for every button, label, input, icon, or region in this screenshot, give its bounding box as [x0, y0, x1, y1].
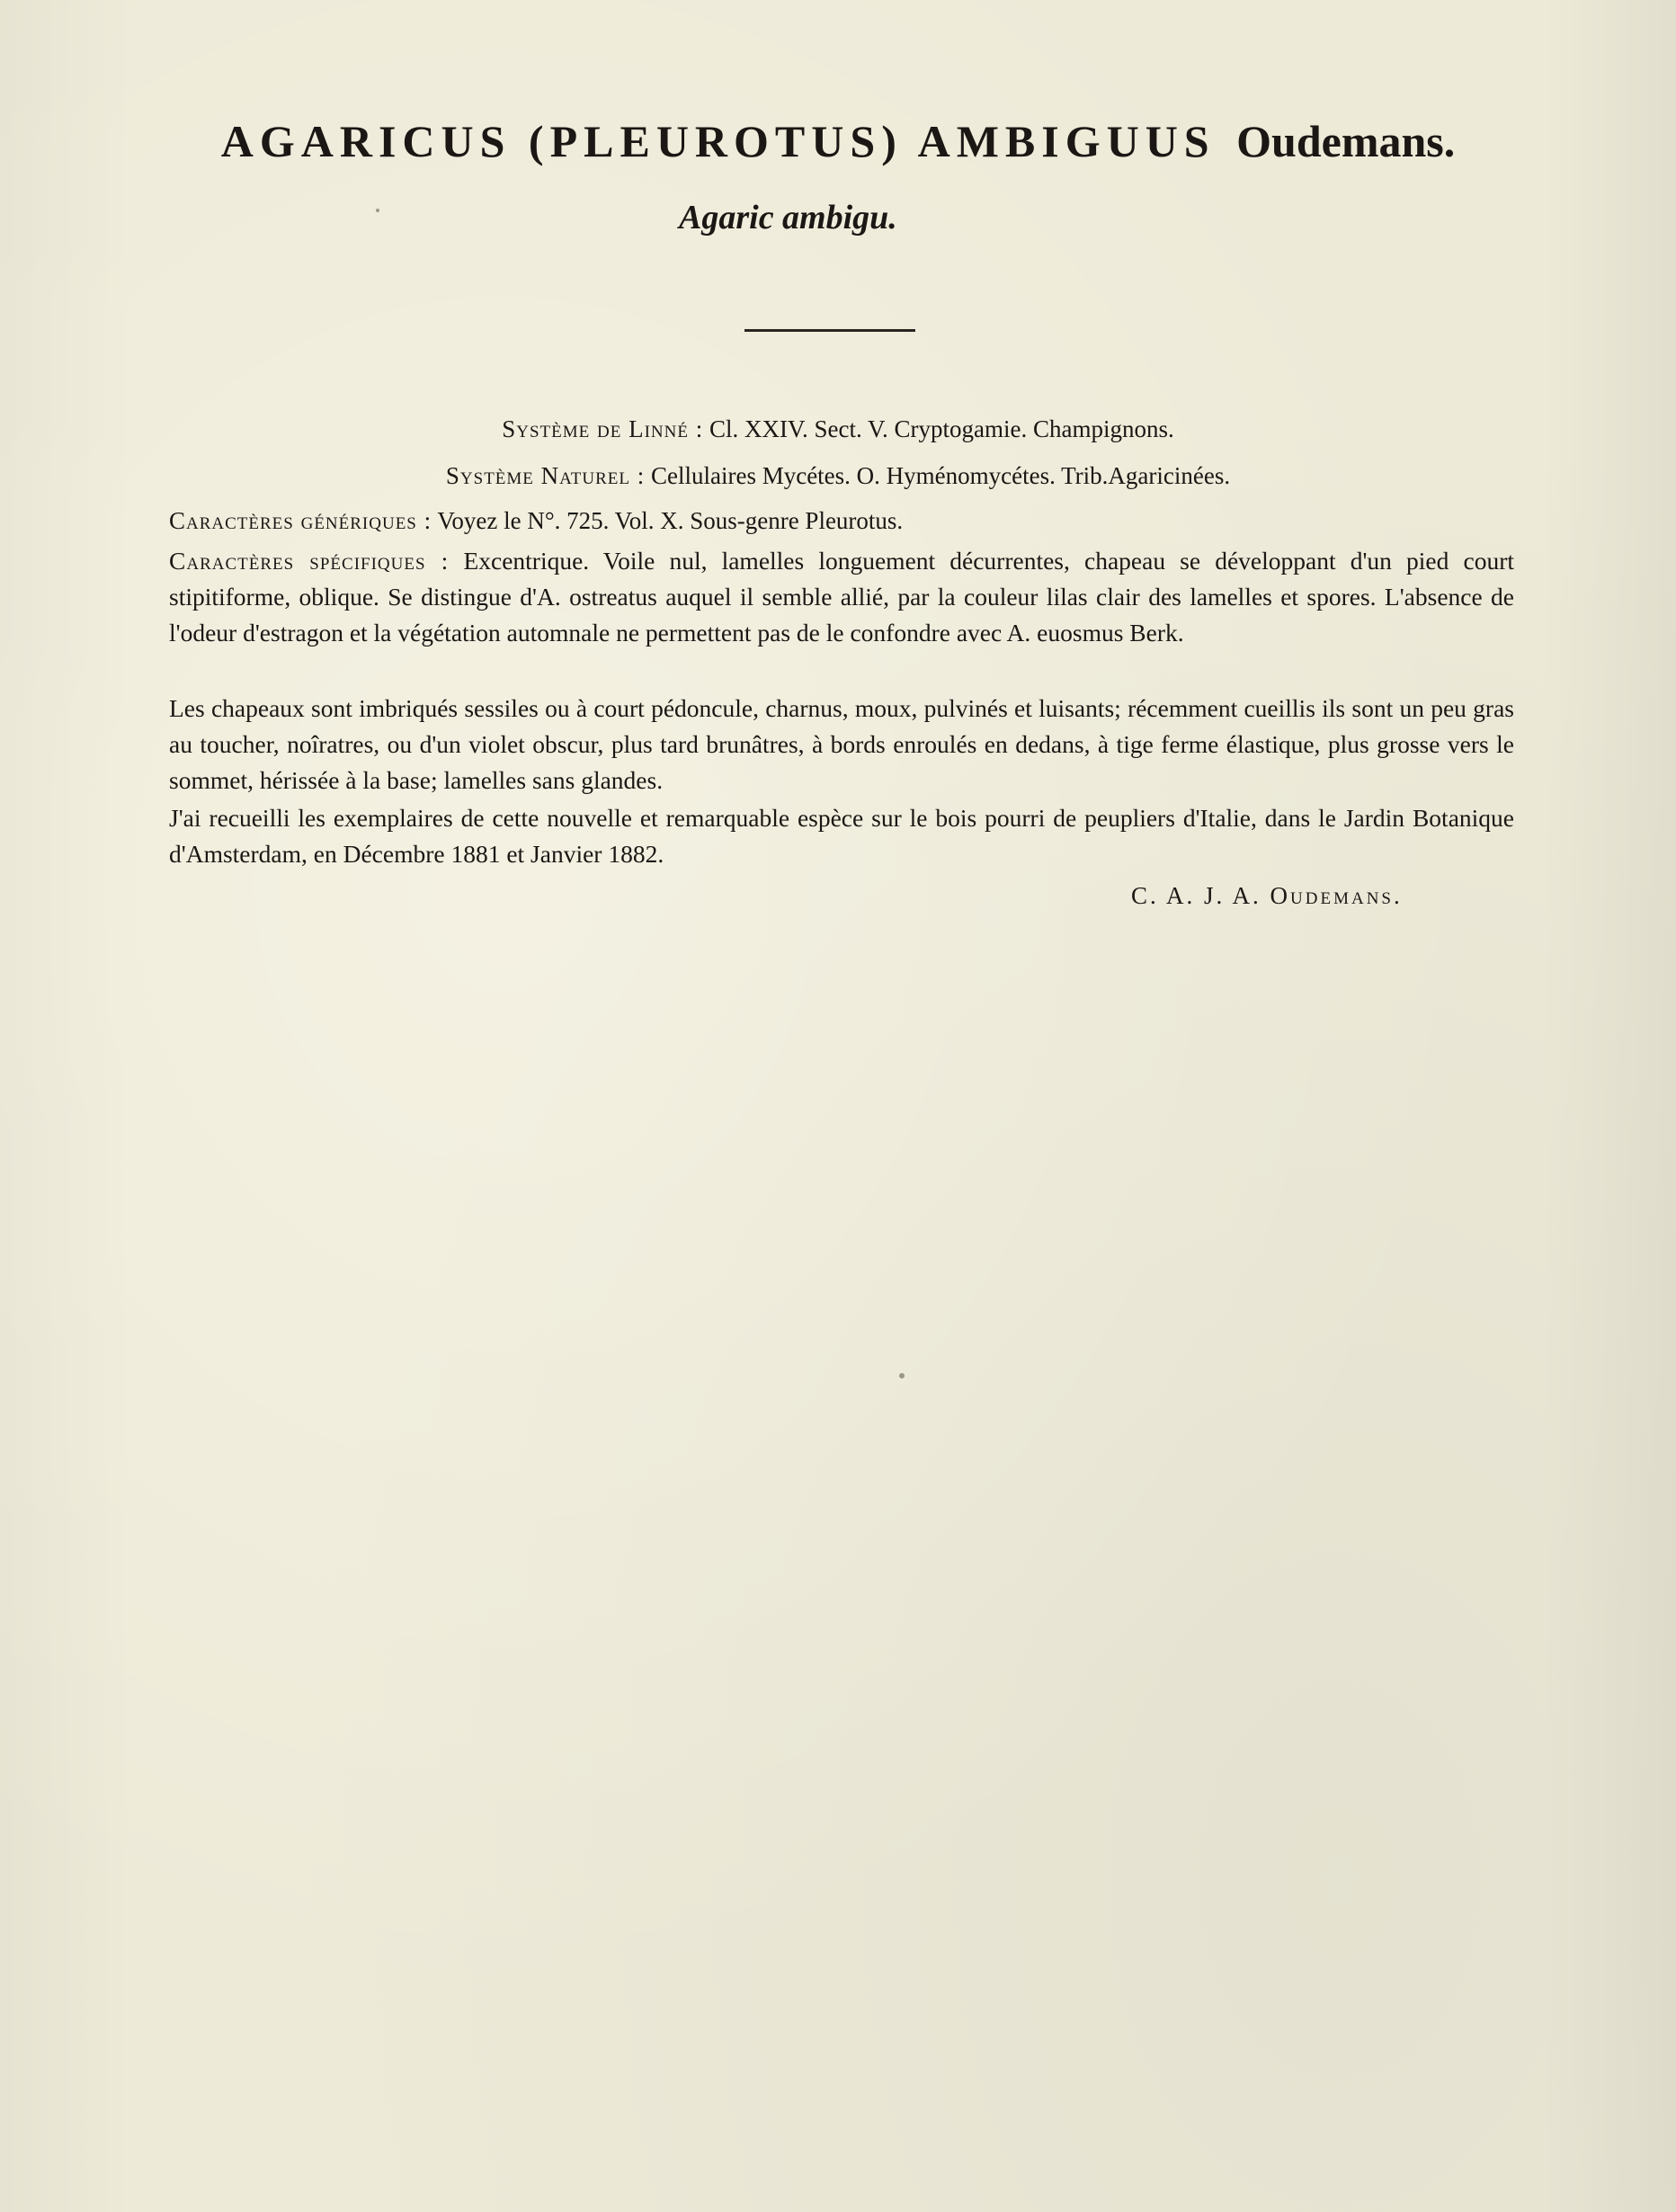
linne-value: Cl. XXIV. Sect. V. Cryptogamie. Champignons. — [709, 415, 1174, 442]
page-subtitle: Agaric ambigu. — [679, 199, 897, 236]
specifiques-text: Excentrique. Voile nul, lamelles longuement décurrentes, chapeau se développant d'un pied court stipitiforme, oblique. Se distingue d'A. ostreatus auquel il semble allié, par la couleur lilas clair des lamelles et spores. L'absence de l'odeur d'estragon et la végétation automnale ne permettent pas de le confondre avec A. euosmus Berk. — [169, 547, 1515, 647]
title-divider — [744, 329, 915, 332]
page-title — [0, 115, 1676, 167]
chapeaux-paragraph: Les chapeaux sont imbriqués sessiles ou à court pédoncule, charnus, moux, pulvinés et luisants; récemment cueillis ils sont un peu gras au toucher, noîratres, ou d'un violet obscur, plus tard brunâtres, à bords enroulés en dedans, à tige ferme élastique, plus grosse vers le sommet, hérissée à la base; lamelles sans glandes. — [169, 694, 1514, 794]
naturel-value: Cellulaires Mycétes. O. Hyménomycétes. Trib.Agaricinées. — [650, 462, 1231, 489]
generiques-label: Caractères génériques : — [169, 507, 432, 534]
paper-speck — [899, 1373, 905, 1378]
naturel-classification — [0, 460, 1676, 491]
specifiques-paragraph — [169, 543, 1514, 651]
specifiques-label: Caractères spécifiques : — [169, 547, 450, 575]
recueilli-paragraph: J'ai recueilli les exemplaires de cette nouvelle et remarquable espèce sur le bois pourri de peupliers d'Italie, dans le Jardin Botanique d'Amsterdam, en Décembre 1881 et Janvier 1882. — [169, 804, 1514, 868]
generiques-characters — [169, 505, 903, 536]
paper-speck — [376, 209, 379, 212]
title-latin-name: AGARICUS (PLEUROTUS) AMBIGUUS — [220, 116, 1216, 166]
linne-classification — [0, 414, 1676, 444]
title-author: Oudemans. — [1236, 116, 1456, 166]
author-signature: C. A. J. A. Oudemans. — [1131, 882, 1403, 909]
generiques-value: Voyez le N°. 725. Vol. X. Sous-genre Pleurotus. — [437, 507, 904, 534]
linne-label: Système de Linné : — [502, 415, 704, 442]
naturel-label: Système Naturel : — [445, 462, 646, 489]
